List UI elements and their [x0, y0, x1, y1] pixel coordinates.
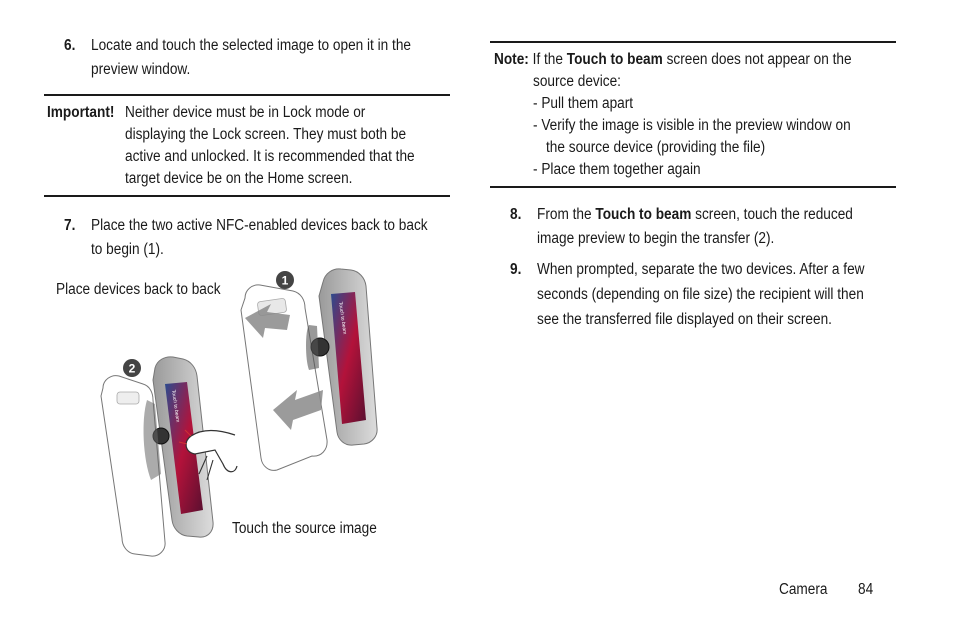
devices-illustration — [95, 260, 395, 565]
step-number: 8. — [510, 206, 522, 223]
svg-text:2: 2 — [128, 361, 136, 376]
step-number: 9. — [510, 261, 522, 278]
step-badge-2 — [123, 359, 141, 377]
step-number: 6. — [64, 37, 76, 54]
note-bottom-rule — [490, 186, 896, 188]
note-line-1 — [494, 48, 852, 72]
page-number: 84 — [858, 581, 874, 598]
svg-text:Touch to beam: Touch to beam — [170, 389, 181, 423]
note-bullet: - Verify the image is visible in the preview window on — [533, 117, 851, 134]
step-text-line: seconds (depending on file size) the recipient will then — [537, 286, 864, 303]
note-pre: If the — [532, 51, 563, 68]
important-top-rule — [44, 94, 450, 96]
step-text-line: Locate and touch the selected image to open it in the — [91, 37, 412, 54]
figure-caption-top: Place devices back to back — [56, 281, 221, 298]
screen-label: Touch to beam — [337, 301, 348, 335]
svg-text:1: 1 — [281, 273, 289, 288]
important-text-line: displaying the Lock screen. They must both be — [125, 126, 407, 143]
important-bottom-rule — [44, 195, 450, 197]
figure-caption-bottom: Touch the source image — [232, 520, 377, 537]
note-bullet: - Pull them apart — [533, 95, 634, 112]
step-number: 7. — [64, 217, 76, 234]
note-post: screen does not appear on the — [666, 51, 852, 68]
step-text-line: From the Touch to beam screen, touch the reduced — [537, 206, 853, 223]
note-text-line: source device: — [533, 73, 621, 90]
step-text-line: to begin (1). — [91, 241, 164, 258]
phone-back-outline-1 — [241, 285, 327, 470]
note-top-rule — [490, 41, 896, 43]
important-text-line: target device be on the Home screen. — [125, 170, 353, 187]
note-label: Note: — [494, 51, 529, 68]
footer-section: Camera — [779, 581, 828, 598]
step-text-line: preview window. — [91, 61, 191, 78]
important-text-line: Neither device must be in Lock mode or — [125, 104, 366, 121]
note-bullet: - Place them together again — [533, 161, 701, 178]
step-text-line: see the transferred file displayed on their screen. — [537, 311, 832, 328]
important-text-line: active and unlocked. It is recommended that the — [125, 148, 415, 165]
step-text-line: Place the two active NFC-enabled devices back to back — [91, 217, 428, 234]
step-text-line: image preview to begin the transfer (2). — [537, 230, 775, 247]
important-label: Important! — [47, 104, 115, 121]
note-bullet-cont: the source device (providing the file) — [546, 139, 766, 156]
step-text-line: When prompted, separate the two devices. After a few — [537, 261, 865, 278]
step-badge-1 — [276, 271, 294, 289]
note-bold: Touch to beam — [566, 51, 663, 68]
